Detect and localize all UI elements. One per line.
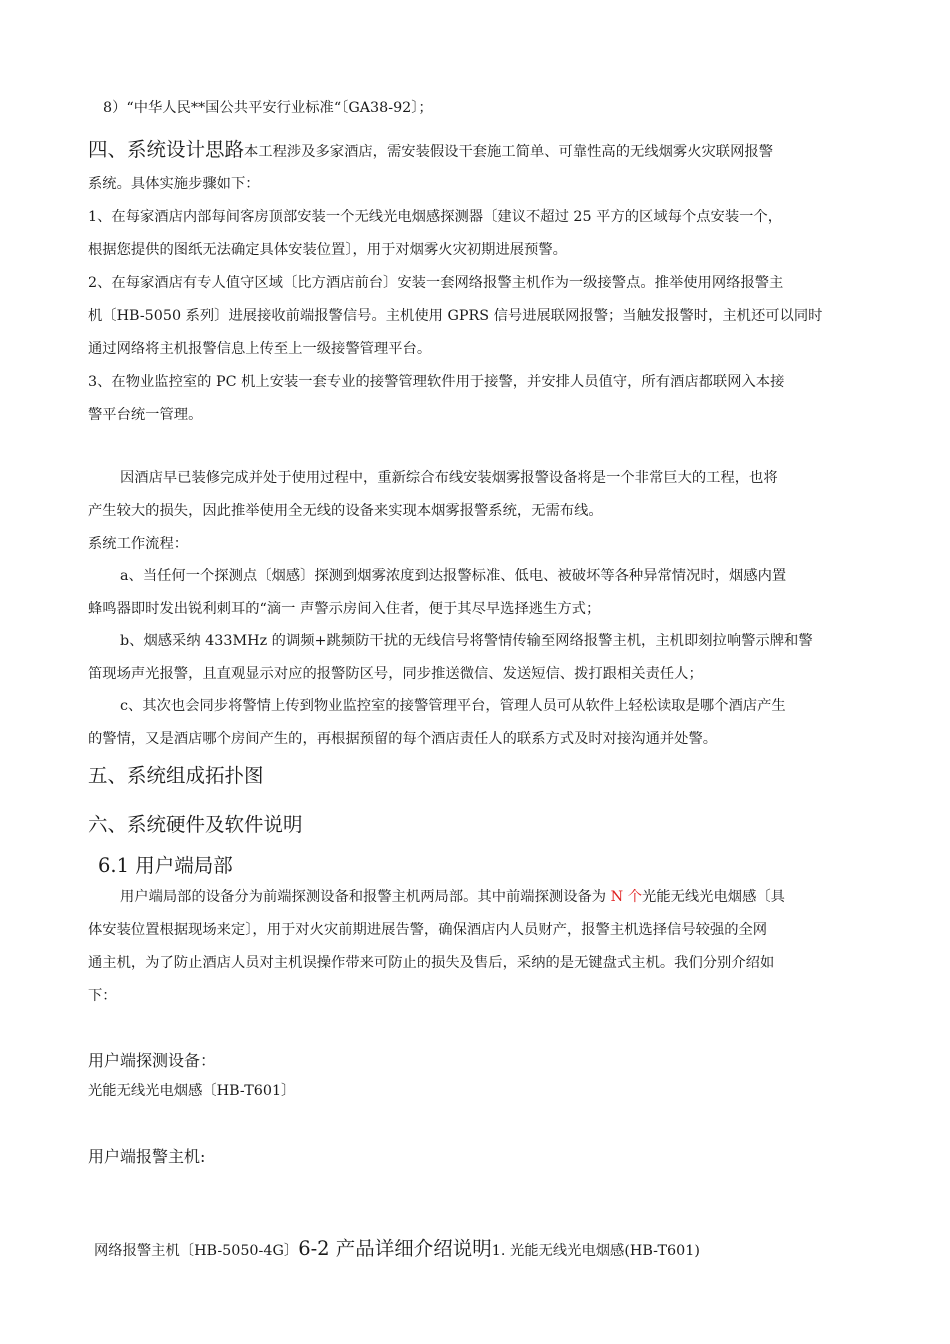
workflow-b-cont: 笛现场声光报警，且直观显示对应的报警防区号，同步推送微信、发送短信、拨打跟相关责任人；	[88, 666, 703, 682]
section-6-1-para-cont-3: 下：	[88, 988, 117, 1004]
section-4-intro-cont: 系统。具体实施步骤如下：	[88, 176, 260, 192]
workflow-c-cont: 的警情，又是酒店哪个房间产生的，再根据预留的每个酒店责任人的联系方式及时对接沟通并处警。	[88, 731, 718, 747]
step-1: 1、在每家酒店内部每间客房顶部安装一个无线光电烟感探测器〔建议不超过 25 平方的区域每个点安装一个，	[88, 209, 783, 225]
workflow-a-cont: 蜂鸣器即时发出锐利刺耳的“滴一 声警示房间入住者，便于其尽早选择逃生方式；	[88, 601, 601, 617]
section-6-1-para	[120, 887, 785, 907]
step-2-cont: 机〔HB-5050 系列〕进展接收前端报警信号。主机使用 GPRS 信号进展联网报警；当触发报警时，主机还可以同时	[88, 308, 823, 324]
section-6-1-para-text-2: 光能无线光电烟感〔具	[642, 889, 785, 905]
host-model: 网络报警主机〔HB-5050-4G〕	[94, 1243, 299, 1259]
workflow-title: 系统工作流程：	[88, 536, 189, 552]
section-6-1-title: 6.1 用户端局部	[98, 854, 233, 877]
section-6-1-para-cont: 体安装位置根据现场来定〕，用于对火灾前期进展告警，确保酒店内人员财产，报警主机选择信号较强的全网	[88, 922, 768, 938]
product-item-1: 1. 光能无线光电烟感(HB-T601)	[491, 1243, 700, 1259]
section-6-title: 六、系统硬件及软件说明	[88, 813, 303, 836]
workflow-b: b、烟感采纳 433MHz 的调频+跳频防干扰的无线信号将警情传输至网络报警主机，主机即刻拉响警示牌和警	[120, 633, 813, 649]
host-heading: 用户端报警主机:	[88, 1147, 206, 1166]
paragraph-wireless-cont: 产生较大的损失，因此推举使用全无线的设备来实现本烟雾报警系统，无需布线。	[88, 503, 603, 519]
section-4-line	[88, 137, 773, 163]
step-1-cont: 根据您提供的图纸无法确定具体安装位置〕，用于对烟雾火灾初期进展预警。	[88, 242, 567, 258]
workflow-a: a、当任何一个探测点〔烟感〕探测到烟雾浓度到达报警标准、低电、被破坏等各种异常情况时，烟感内置	[120, 568, 787, 584]
step-3-cont: 警平台统一管理。	[88, 407, 203, 423]
detector-model: 光能无线光电烟感〔HB-T601〕	[88, 1083, 296, 1099]
section-4-intro: 本工程涉及多家酒店，需安装假设干套施工简单、可靠性高的无线烟雾火灾联网报警	[244, 144, 773, 160]
section-4-title: 四、系统设计思路	[88, 138, 245, 161]
section-5-title: 五、系统组成拓扑图	[88, 764, 264, 787]
step-2: 2、在每家酒店有专人值守区域〔比方酒店前台〕安装一套网络报警主机作为一级接警点。推举使用网络报警主	[88, 275, 784, 291]
step-3: 3、在物业监控室的 PC 机上安装一套专业的接警管理软件用于接警，并安排人员值守，所有酒店都联网入本接	[88, 374, 785, 390]
section-6-2-title: 6-2 产品详细介绍说明	[298, 1237, 492, 1260]
detector-count-highlight: N 个	[610, 889, 642, 905]
section-6-1-para-text: 用户端局部的设备分为前端探测设备和报警主机两局部。其中前端探测设备为	[120, 889, 611, 905]
paragraph-wireless: 因酒店早已装修完成并处于使用过程中，重新综合布线安装烟雾报警设备将是一个非常巨大的工程，也将	[120, 470, 778, 486]
standard-item-8: 8）“中华人民**国公共平安行业标准“〔GA38-92〕；	[103, 100, 433, 116]
workflow-c: c、其次也会同步将警情上传到物业监控室的接警管理平台，管理人员可从软件上轻松读取是哪个酒店产生	[120, 698, 786, 714]
step-2-cont-2: 通过网络将主机报警信息上传至上一级接警管理平台。	[88, 341, 432, 357]
detector-heading: 用户端探测设备：	[88, 1051, 217, 1070]
bottom-line	[94, 1236, 700, 1262]
section-6-1-para-cont-2: 通主机，为了防止酒店人员对主机误操作带来可防止的损失及售后，采纳的是无键盘式主机。我们分别介绍如	[88, 955, 775, 971]
